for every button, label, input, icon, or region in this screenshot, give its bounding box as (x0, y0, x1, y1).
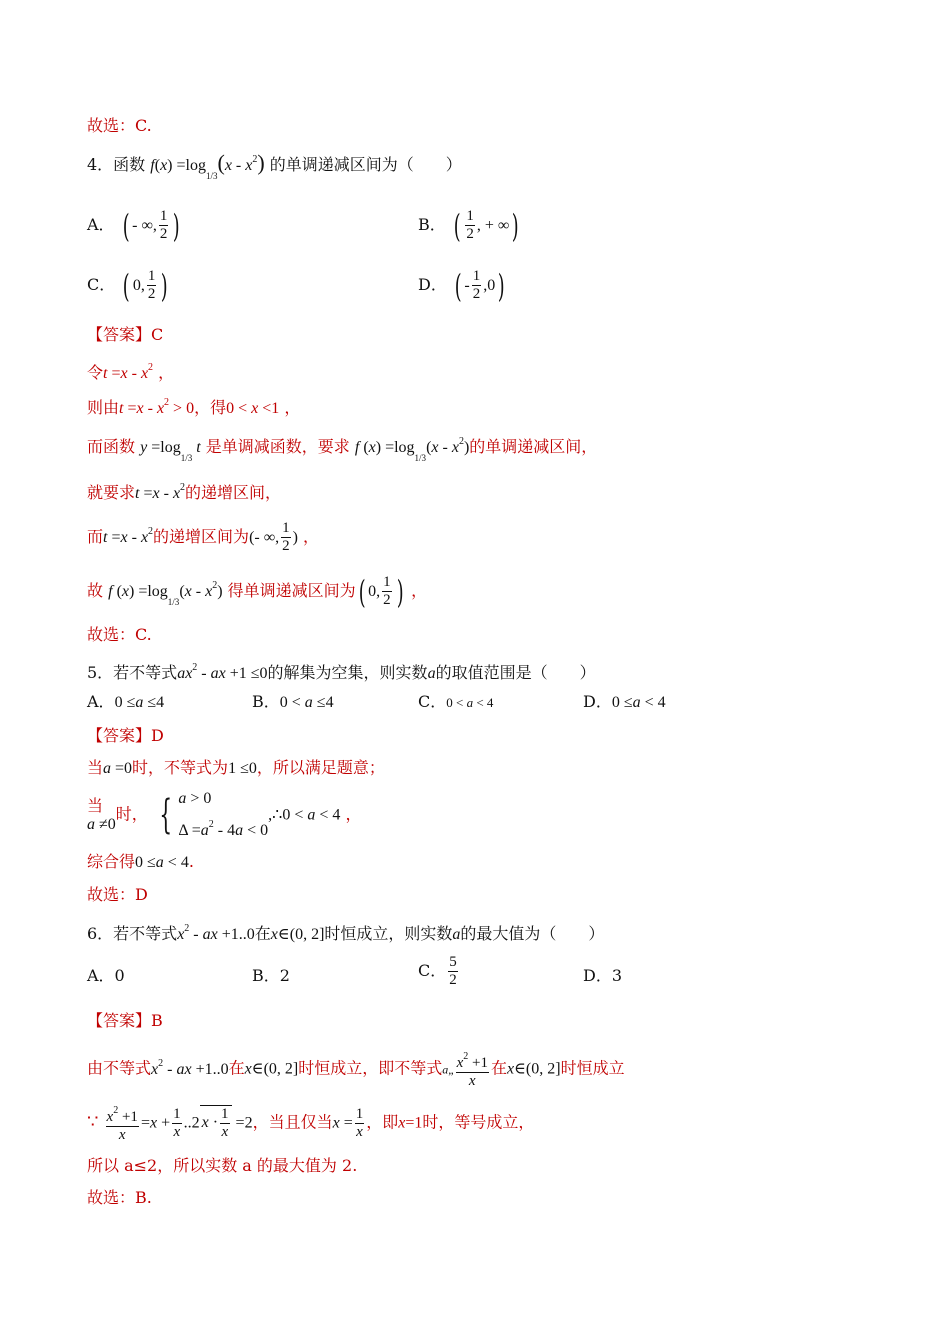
question-4 (87, 150, 462, 186)
q4-option-d: D． ( - $\frac{1}{2}$ ,0) (418, 266, 505, 305)
answer-6: 【答案】B (87, 1011, 163, 1030)
question-6: 6．若不等式$x^2$ - ax +1..0在x∈(0, 2]时恒成立，则实数a的最大值为（ ） (87, 923, 605, 943)
q4-option-a: A． ( - ∞, $\frac{1}{2}$ ) (87, 206, 181, 245)
solution-4-line-4: 就要求$t =x - x^2$的递增区间， (87, 482, 282, 502)
solution-6-line-1: 由不等式$x^2$ - ax +1..0在x∈(0, 2]时恒成立，即不等式a„ $\frac{x^2 +1}{x}$ 在x∈(0, 2]时恒成立 (87, 1048, 625, 1090)
q5-option-d: D．0 ≤a < 4 (583, 692, 666, 711)
solution-4-line-6: 故 f $(x) =\log_{1/3}(x - x^2)$ 得单调递减区间为( 0, $\frac{1}{2}$ ) ， (87, 572, 428, 611)
q6-option-b: B．2 (252, 966, 290, 985)
q6-option-d: D．3 (583, 966, 623, 985)
solution-4-line-1: 令$t =x - x^2$ ， (87, 362, 175, 382)
q6-option-a: A．0 (87, 966, 125, 985)
q5-option-a: A．0 ≤a ≤4 (87, 692, 165, 711)
q5-option-c: C．0 < a < 4 (418, 692, 494, 711)
conclusion-q6: 故选：B. (87, 1188, 152, 1207)
solution-5-line-2: 当 a ≠0时， { a > 0 $\Delta =a^2 - 4a$ < 0,∴0 < a < 4 ， (87, 790, 362, 839)
solution-6-line-3: 所以 a≤2，所以实数 a 的最大值为 2. (87, 1156, 358, 1175)
answer-5: 【答案】D (87, 726, 164, 745)
question-5: 5．若不等式$ax^2$ - ax +1 ≤0的解集为空集，则实数a的取值范围是（ ） (87, 662, 596, 682)
answer-4: 【答案】C (87, 325, 164, 344)
solution-4-line-2: 则由$t =x - x^2 > 0$，得0 < x <1 ， (87, 397, 301, 417)
q4-option-c: C． ( 0, $\frac{1}{2}$ ) (87, 266, 169, 305)
conclusion-q3: 故选：C. (87, 116, 152, 135)
q6-option-c: C． $\frac{5}{2}$ (418, 954, 457, 988)
q4-function: $f(x) =\log_{1/3}(x - x^2)$ (150, 150, 265, 181)
conclusion-q5: 故选：D (87, 885, 148, 904)
solution-5-line-3: 综合得0 ≤a < 4. (87, 852, 194, 871)
solution-4-line-3: 而函数 $y =\log_{1/3}$ t 是单调减函数，要求 f $(x) =\log_{1/3}(x - x^2)$的单调递减区间， (87, 436, 598, 463)
q5-option-b: B．0 < a ≤4 (252, 692, 334, 711)
q4-option-b: B． ( $\frac{1}{2}$ , + ∞) (418, 206, 519, 245)
solution-5-line-1: 当a =0时，不等式为1 ≤0，所以满足题意； (87, 758, 385, 777)
q4-number: 4．函数 (87, 155, 146, 174)
conclusion-q4: 故选：C. (87, 625, 152, 644)
solution-6-line-2: ∵ $\frac{x^2 +1}{x}$ =x + $\frac{1}{x}$ ..2 x · $\frac{1}{x}$ =2，当且仅当x = $\frac{1}{x}$ ，即x=1时，等号成立， (87, 1102, 534, 1144)
solution-4-line-5: 而$t =x - x^2$的递增区间为(- ∞, $\frac{1}{2}$ ) ， (87, 520, 320, 554)
q4-tail: 的单调递减区间为（ ） (269, 155, 462, 174)
